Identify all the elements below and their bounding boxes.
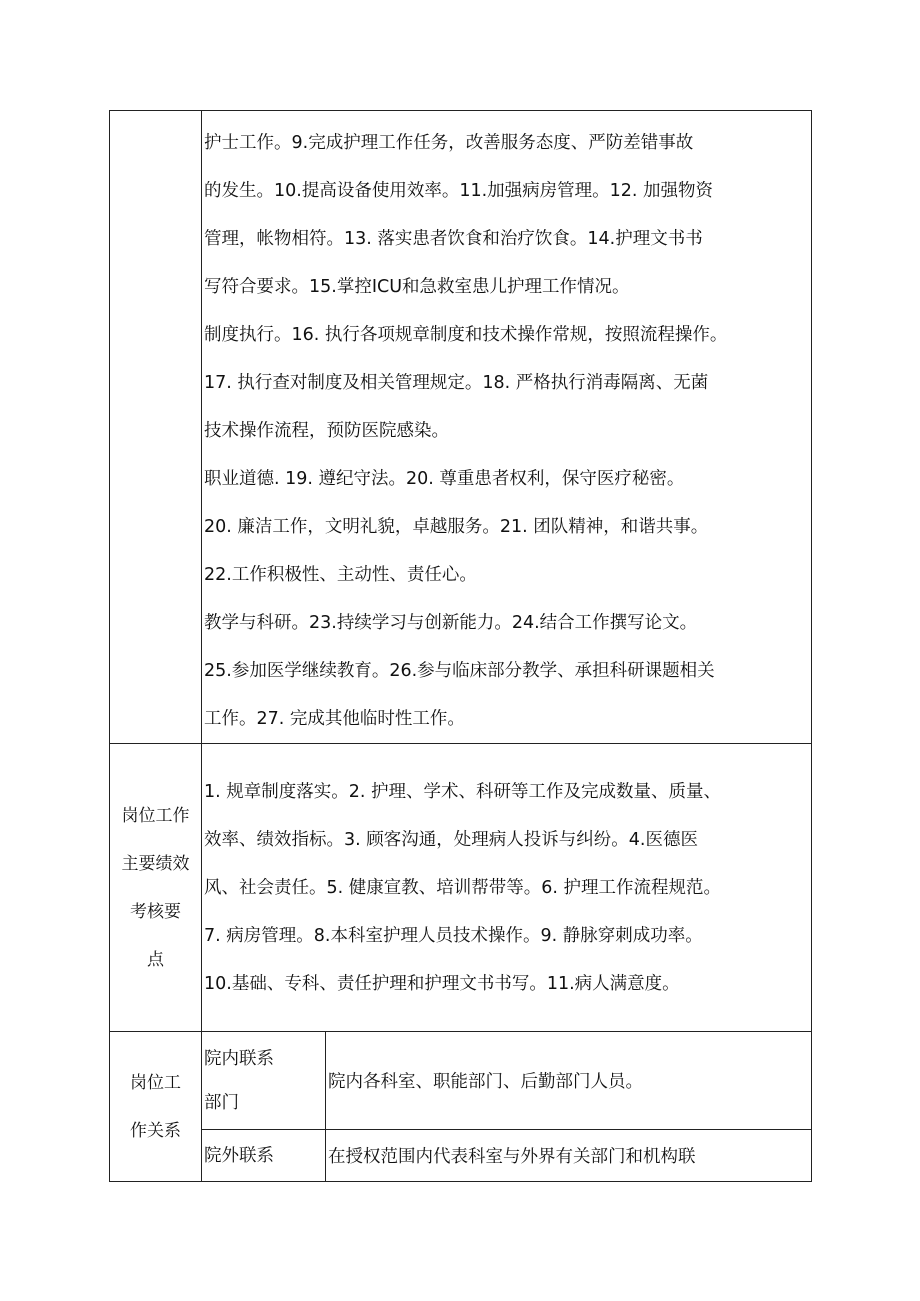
relations-label-line: 岗位工 (130, 1072, 181, 1093)
performance-line: 10.基础、专科、责任护理和护理文书书写。11.病人满意度。 (204, 973, 680, 994)
external-contact-label: 院外联系 (202, 1130, 326, 1182)
performance-row (110, 744, 812, 1032)
internal-label-line: 部门 (204, 1092, 239, 1113)
duties-line: 的发生。10.提高设备使用效率。11.加强病房管理。12. 加强物资 (204, 181, 714, 201)
duties-line: 20. 廉洁工作，文明礼貌，卓越服务。21. 团队精神，和谐共事。 (204, 517, 709, 537)
performance-line: 风、社会责任。5. 健康宣教、培训帮带等。6. 护理工作流程规范。 (204, 877, 722, 898)
duties-text-cell (202, 111, 812, 744)
internal-contact-value: 院内各科室、职能部门、后勤部门人员。 (326, 1032, 812, 1130)
performance-text-cell (202, 744, 812, 1032)
duties-line: 护士工作。9.完成护理工作任务，改善服务态度、严防差错事故 (204, 133, 694, 153)
duties-line: 写符合要求。15.掌控ICU和急救室患儿护理工作情况。 (204, 277, 630, 297)
duties-line: 25.参加医学继续教育。26.参与临床部分教学、承担科研课题相关 (204, 661, 715, 681)
performance-label-line: 岗位工作 (121, 805, 190, 826)
duties-line: 职业道德. 19. 遵纪守法。20. 尊重患者权利，保守医疗秘密。 (204, 469, 685, 489)
relations-label-line: 作关系 (130, 1120, 181, 1141)
external-contact-value: 在授权范围内代表科室与外界有关部门和机构联 (326, 1130, 812, 1182)
performance-line: 1. 规章制度落实。2. 护理、学术、科研等工作及完成数量、质量、 (204, 781, 722, 802)
duties-line: 教学与科研。23.持续学习与创新能力。24.结合工作撰写论文。 (204, 613, 698, 633)
performance-label-line: 考核要 (130, 901, 181, 922)
duties-line: 17. 执行查对制度及相关管理规定。18. 严格执行消毒隔离、无菌 (204, 373, 709, 393)
internal-label-line: 院内联系 (204, 1048, 274, 1069)
duties-line: 22.工作积极性、主动性、责任心。 (204, 565, 477, 585)
duties-line: 制度执行。16. 执行各项规章制度和技术操作常规，按照流程操作。 (204, 325, 728, 345)
job-description-table (109, 110, 812, 1182)
relations-label-cell (110, 1032, 202, 1182)
performance-label-line: 主要绩效 (121, 853, 190, 874)
duties-line: 管理，帐物相符。13. 落实患者饮食和治疗饮食。14.护理文书书 (204, 229, 703, 249)
duties-line: 技术操作流程，预防医院感染。 (204, 421, 449, 441)
performance-line: 7. 病房管理。8.本科室护理人员技术操作。9. 静脉穿刺成功率。 (204, 925, 703, 946)
relations-internal-row (110, 1032, 812, 1130)
duties-line: 工作。27. 完成其他临时性工作。 (204, 709, 465, 729)
performance-line: 效率、绩效指标。3. 顾客沟通，处理病人投诉与纠纷。4.医德医 (204, 829, 698, 850)
performance-label-line: 点 (147, 949, 164, 970)
performance-label-cell (110, 744, 202, 1032)
duties-row (110, 111, 812, 744)
relations-external-row (110, 1130, 812, 1182)
duties-label-cell (110, 111, 202, 744)
internal-contact-label (202, 1032, 326, 1130)
